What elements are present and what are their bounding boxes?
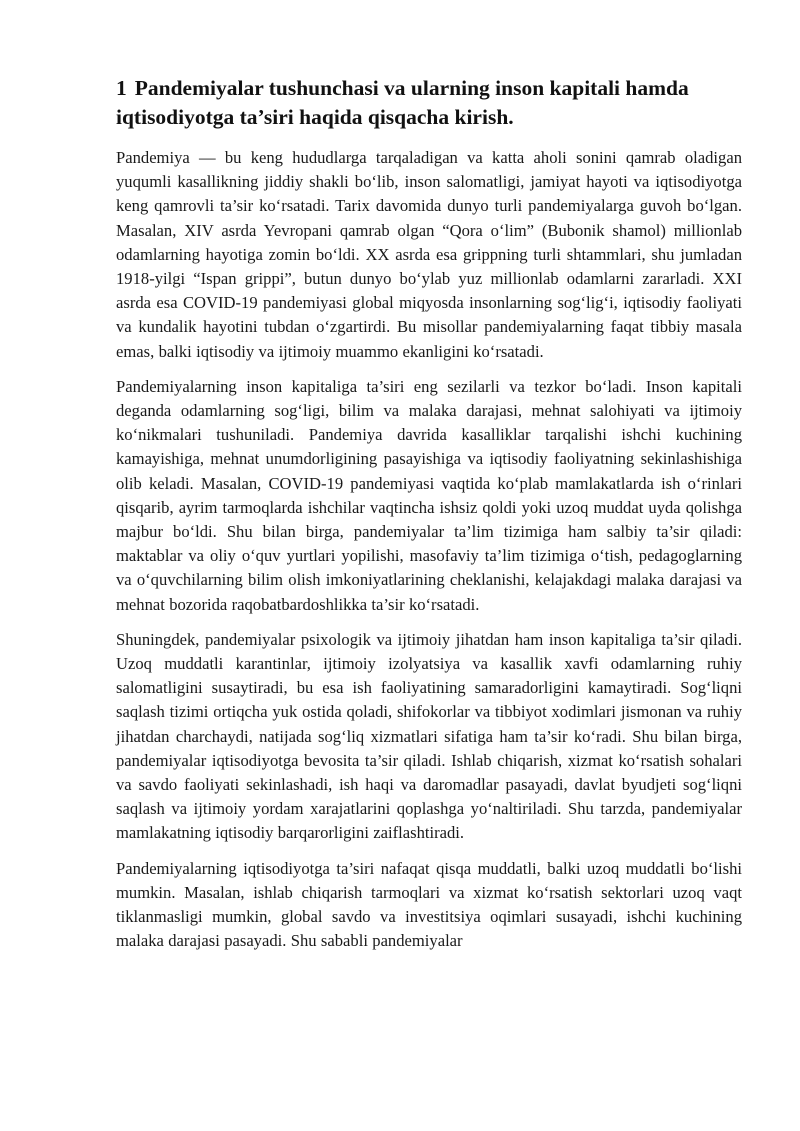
section-heading <box>116 74 742 132</box>
document-page <box>116 74 742 965</box>
section-title: Pandemiyalar tushunchasi va ularning inson kapitali hamda iqtisodiyotga ta’siri haqida qisqacha kirish. <box>116 76 689 129</box>
section-number: 1 <box>116 76 127 100</box>
paragraph-3: Shuningdek, pandemiyalar psixologik va ijtimoiy jihatdan ham inson kapitaliga ta’sir qiladi. Uzoq muddatli karantinlar, ijtimoiy izolyatsiya va kasallik xavfi odamlarning ruhiy salomatligini susaytiradi, bu esa ish faoliyatining samaradorligini kamaytiradi. Sog‘liqni saqlash tizimi ortiqcha yuk ostida qoladi, shifokorlar va tibbiyot xodimlari jismonan va ruhiy jihatdan charchaydi, natijada sog‘liq xizmatlari sifatiga ham ta’sir ko‘radi. Shu bilan birga, pandemiyalar iqtisodiyotga bevosita ta’sir qiladi. Ishlab chiqarish, xizmat ko‘rsatish sohalari va savdo faoliyati sekinlashadi, ish haqi va daromadlar pasayadi, davlat byudjeti sog‘liqni saqlash va ijtimoiy yordam xarajatlarini qoplashga yo‘naltiriladi. Shu tarzda, pandemiyalar mamlakatning iqtisodiy barqarorligini zaiflashtiradi. <box>116 629 742 843</box>
paragraph-2: Pandemiyalarning inson kapitaliga ta’siri eng sezilarli va tezkor bo‘ladi. Inson kapitali deganda odamlarning sog‘ligi, bilim va malaka darajasi, mehnat salohiyati va ijtimoiy ko‘nikmalari tushuniladi. Pandemiya davrida kasalliklar tarqalishi ishchi kuchining kamayishiga, mehnat unumdorligining pasayishiga va iqtisodiy faoliyatning sekinlashishiga olib keladi. Masalan, COVID-19 pandemiyasi vaqtida ko‘plab mamlakatlarda ish o‘rinlari qisqarib, ayrim tarmoqlarda ishchilar vaqtincha ishsiz qoldi yoki uzoq muddat uyda qolishga majbur bo‘ldi. Shu bilan birga, pandemiyalar ta’lim tizimiga ham salbiy ta’sir qiladi: maktablar va oliy o‘quv yurtlari yopilishi, masofaviy ta’lim tizimiga o‘tish, pedagoglarning va o‘quvchilarning bilim olish imkoniyatlarining cheklanishi, kelajakdagi malaka darajasi va mehnat bozorida raqobatbardoshlikka ta’sir ko‘rsatadi. <box>116 376 742 614</box>
paragraph-1: Pandemiya — bu keng hududlarga tarqaladigan va katta aholi sonini qamrab oladigan yuqumli kasallikning jiddiy shakli bo‘lib, inson salomatligi, jamiyat hayoti va iqtisodiyotga keng qamrovli ta’sir ko‘rsatadi. Tarix davomida dunyo turli pandemiyalarga guvoh bo‘lgan. Masalan, XIV asrda Yevropani qamrab olgan “Qora o‘lim” (Bubonik shamol) millionlab odamlarning hayotiga zomin bo‘ldi. XX asrda esa grippning turli shtammlari, shu jumladan 1918-yilgi “Ispan grippi”, butun dunyo bo‘ylab yuz millionlab odamlarni zararladi. XXI asrda esa COVID-19 pandemiyasi global miqyosda insonlarning sog‘lig‘i, iqtisodiy faoliyati va kundalik hayotini tubdan o‘zgartirdi. Bu misollar pandemiyalarning faqat tibbiy masala emas, balki iqtisodiy va ijtimoiy muammo ekanligini ko‘rsatadi. <box>116 148 742 361</box>
paragraph-4: Pandemiyalarning iqtisodiyotga ta’siri nafaqat qisqa muddatli, balki uzoq muddatli bo‘lishi mumkin. Masalan, ishlab chiqarish tarmoqlari va xizmat ko‘rsatish sektorlari uzoq vaqt tiklanmasligi mumkin, global savdo va investitsiya oqimlari susayadi, ishchi kuchining malaka darajasi pasayadi. Shu sababli pandemiyalar <box>116 858 742 951</box>
